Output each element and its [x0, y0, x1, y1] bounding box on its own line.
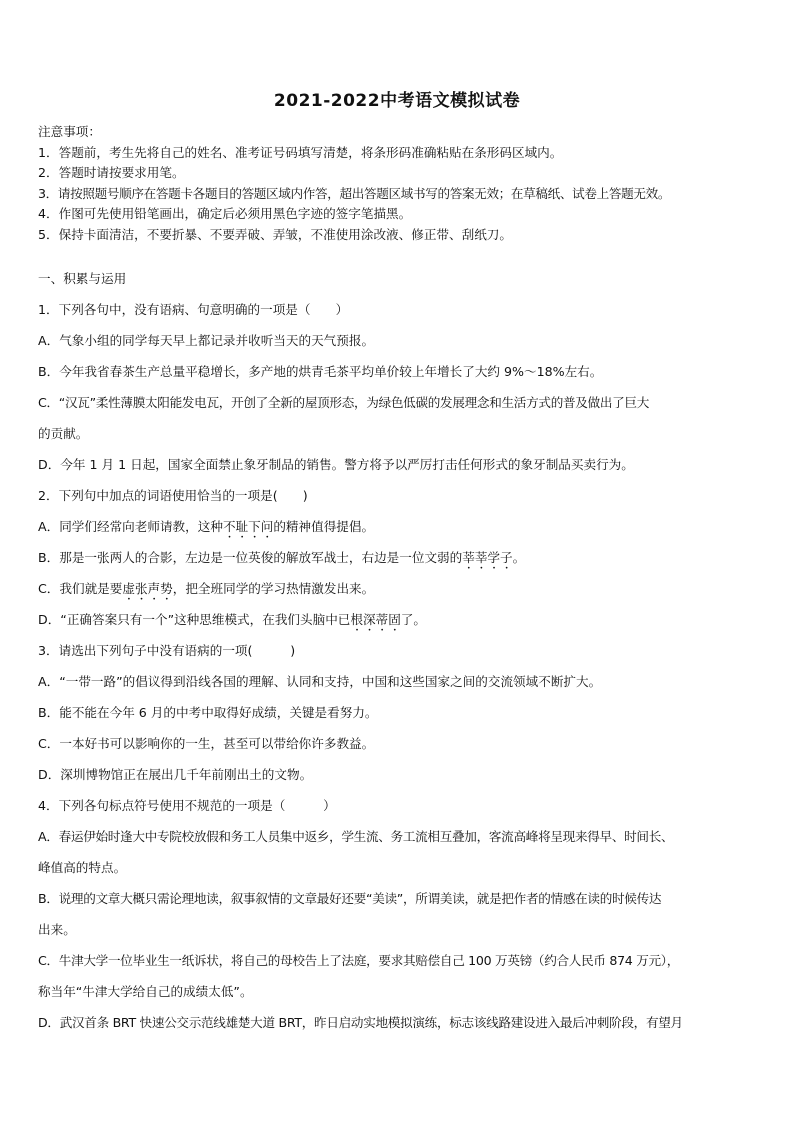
exam-title: 2021-2022中考语文模拟试卷 [273, 91, 521, 111]
question-1-option-c-cont: 的贡献。 [38, 426, 89, 441]
question-4-option-b-cont: 出来。 [38, 922, 76, 937]
notice-item: 1．答题前，考生先将自己的姓名、准考证号码填写清楚，将条形码准确粘贴在条形码区域内。 [38, 144, 563, 160]
question-1-option-c: C．“汉瓦”柔性薄膜太阳能发电瓦，开创了全新的屋顶形态，为绿色低碳的发展理念和生活方式的普及做出了巨大 [38, 395, 650, 410]
notice-item: 4．作图可先使用铅笔画出，确定后必须用黑色字迹的签字笔描黑。 [38, 206, 412, 221]
question-1-option-d: D．今年 1 月 1 日起，国家全面禁止象牙制品的销售。警方将予以严厉打击任何形式的象牙制品买卖行为。 [38, 457, 634, 472]
dotted-phrase: 虚张声势 [122, 581, 173, 596]
notice-item: 3．请按照题号顺序在答题卡各题目的答题区域内作答，超出答题区域书写的答案无效；在草稿纸、试卷上答题无效。 [38, 185, 671, 201]
question-3-option-a: A．“一带一路”的倡议得到沿线各国的理解、认同和支持，中国和这些国家之间的交流领域不断扩大。 [38, 674, 602, 689]
notice-item: 5．保持卡面清洁，不要折暴、不要弄破、弄皱，不准使用涂改液、修正带、刮纸刀。 [38, 226, 512, 242]
questions-body [38, 263, 760, 1038]
question-4-option-a: A．春运伊始时逢大中专院校放假和务工人员集中返乡，学生流、务工流相互叠加，客流高峰将呈现来得早、时间长、 [38, 829, 674, 844]
question-3-option-c: C．一本好书可以影响你的一生，甚至可以带给你许多教益。 [38, 736, 375, 751]
question-2-option-c [38, 573, 760, 604]
question-4-stem: 4．下列各句标点符号使用不规范的一项是（ ） [38, 798, 336, 813]
question-2-option-b [38, 542, 760, 573]
question-4-option-a-cont: 峰值高的特点。 [38, 860, 127, 875]
question-4-option-b: B．说理的文章大概只需论理地读，叙事叙情的文章最好还要“美读”，所谓美读，就是把作者的情感在读的时候传达 [38, 891, 662, 906]
notice-heading: 注意事项： [38, 124, 101, 139]
option-text: C．我们就是要 [38, 581, 123, 596]
question-4-option-c-cont: 称当年“牛津大学给自己的成绩太低”。 [38, 984, 253, 999]
notice-item: 2．答题时请按要求用笔。 [38, 165, 185, 180]
option-text: 的精神值得提倡。 [273, 519, 375, 534]
option-text: B．那是一张两人的合影，左边是一位英俊的解放军战士，右边是一位文弱的 [38, 550, 463, 565]
option-text: ，把全班同学的学习热情激发出来。 [172, 581, 375, 596]
section-heading: 一、积累与运用 [38, 271, 127, 286]
question-4-option-d: D．武汉首条 BRT 快速公交示范线雄楚大道 BRT，昨日启动实地模拟演练，标志该线路建设进入最后冲刺阶段，有望月 [38, 1015, 683, 1030]
question-1-option-b: B．今年我省春茶生产总量平稳增长，多产地的烘青毛茶平均单价较上年增长了大约 9%～18%左右。 [38, 364, 603, 379]
question-1-stem: 1．下列各句中，没有语病、句意明确的一项是（ ） [38, 302, 349, 317]
question-4-option-c: C．牛津大学一位毕业生一纸诉状，将自己的母校告上了法庭，要求其赔偿自己 100 万英镑（约合人民币 874 万元）， [38, 953, 680, 968]
option-text: 了。 [400, 612, 426, 627]
notice-block [38, 122, 768, 245]
question-2-option-d [38, 604, 760, 635]
option-text: D．“正确答案只有一个”这种思维模式，在我们头脑中已 [38, 612, 351, 627]
dotted-phrase: 不耻下问 [222, 519, 274, 534]
dotted-phrase: 根深蒂固 [350, 612, 401, 627]
question-2-stem: 2．下列句中加点的词语使用恰当的一项是( ) [38, 488, 308, 503]
question-3-option-b: B．能不能在今年 6 月的中考中取得好成绩，关键是看努力。 [38, 705, 378, 720]
option-text: 。 [512, 550, 526, 565]
dotted-phrase: 莘莘学子 [462, 550, 513, 565]
question-3-option-d: D．深圳博物馆正在展出几千年前刚出土的文物。 [38, 767, 313, 782]
option-text: A．同学们经常向老师请教，这种 [38, 519, 223, 534]
question-3-stem: 3．请选出下列句子中没有语病的一项( ) [38, 643, 296, 658]
question-2-option-a [38, 511, 760, 542]
question-1-option-a: A．气象小组的同学每天早上都记录并收听当天的天气预报。 [38, 333, 375, 348]
